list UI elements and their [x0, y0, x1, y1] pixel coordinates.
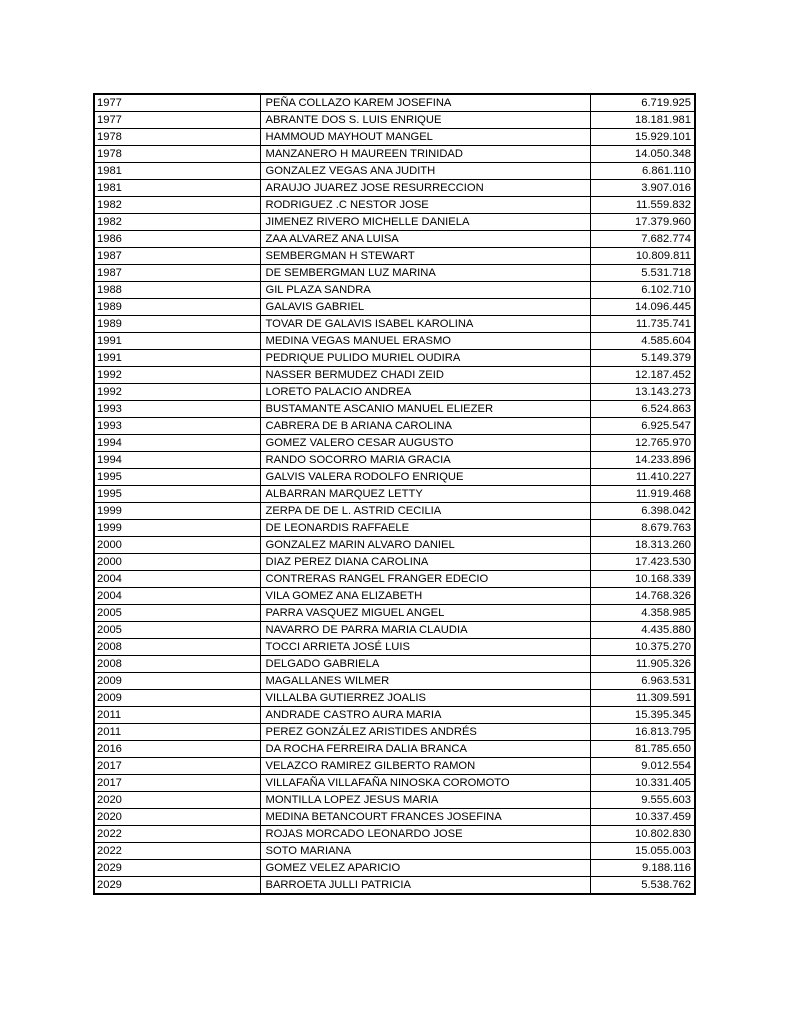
- amount-cell: 5.538.762: [590, 877, 695, 895]
- amount-cell: 13.143.273: [590, 384, 695, 401]
- name-cell: VILLALBA GUTIERREZ JOALIS: [260, 690, 590, 707]
- table-row: [94, 265, 695, 282]
- records-table-body: [94, 94, 695, 894]
- amount-cell: 6.925.547: [590, 418, 695, 435]
- year-cell: 2000: [94, 554, 260, 571]
- table-row: [94, 843, 695, 860]
- year-cell: 1993: [94, 418, 260, 435]
- amount-cell: 18.313.260: [590, 537, 695, 554]
- name-cell: GONZALEZ MARIN ALVARO DANIEL: [260, 537, 590, 554]
- amount-cell: 4.358.985: [590, 605, 695, 622]
- table-row: [94, 163, 695, 180]
- year-cell: 2009: [94, 673, 260, 690]
- amount-cell: 11.559.832: [590, 197, 695, 214]
- name-cell: VILA GOMEZ ANA ELIZABETH: [260, 588, 590, 605]
- year-cell: 1988: [94, 282, 260, 299]
- amount-cell: 10.802.830: [590, 826, 695, 843]
- year-cell: 2011: [94, 707, 260, 724]
- table-row: [94, 94, 695, 112]
- amount-cell: 16.813.795: [590, 724, 695, 741]
- name-cell: BUSTAMANTE ASCANIO MANUEL ELIEZER: [260, 401, 590, 418]
- amount-cell: 9.555.603: [590, 792, 695, 809]
- name-cell: DELGADO GABRIELA: [260, 656, 590, 673]
- table-row: [94, 469, 695, 486]
- amount-cell: 10.809.811: [590, 248, 695, 265]
- table-row: [94, 214, 695, 231]
- table-row: [94, 384, 695, 401]
- table-row: [94, 231, 695, 248]
- year-cell: 1981: [94, 180, 260, 197]
- name-cell: GOMEZ VELEZ APARICIO: [260, 860, 590, 877]
- year-cell: 1992: [94, 367, 260, 384]
- year-cell: 1987: [94, 265, 260, 282]
- table-row: [94, 741, 695, 758]
- table-row: [94, 333, 695, 350]
- name-cell: NAVARRO DE PARRA MARIA CLAUDIA: [260, 622, 590, 639]
- table-row: [94, 418, 695, 435]
- name-cell: MONTILLA LOPEZ JESUS MARIA: [260, 792, 590, 809]
- amount-cell: 10.168.339: [590, 571, 695, 588]
- year-cell: 1992: [94, 384, 260, 401]
- year-cell: 1987: [94, 248, 260, 265]
- year-cell: 1978: [94, 129, 260, 146]
- table-row: [94, 554, 695, 571]
- year-cell: 2029: [94, 860, 260, 877]
- year-cell: 1999: [94, 520, 260, 537]
- year-cell: 1991: [94, 333, 260, 350]
- name-cell: RODRIGUEZ .C NESTOR JOSE: [260, 197, 590, 214]
- name-cell: PEÑA COLLAZO KAREM JOSEFINA: [260, 94, 590, 112]
- table-row: [94, 197, 695, 214]
- amount-cell: 11.309.591: [590, 690, 695, 707]
- table-row: [94, 435, 695, 452]
- amount-cell: 18.181.981: [590, 112, 695, 129]
- table-row: [94, 758, 695, 775]
- year-cell: 1981: [94, 163, 260, 180]
- year-cell: 2017: [94, 775, 260, 792]
- table-row: [94, 826, 695, 843]
- amount-cell: 6.963.531: [590, 673, 695, 690]
- name-cell: GONZALEZ VEGAS ANA JUDITH: [260, 163, 590, 180]
- name-cell: TOCCI ARRIETA JOSÉ LUIS: [260, 639, 590, 656]
- name-cell: ABRANTE DOS S. LUIS ENRIQUE: [260, 112, 590, 129]
- table-row: [94, 503, 695, 520]
- table-row: [94, 690, 695, 707]
- year-cell: 2005: [94, 605, 260, 622]
- table-row: [94, 588, 695, 605]
- name-cell: MAGALLANES WILMER: [260, 673, 590, 690]
- year-cell: 2016: [94, 741, 260, 758]
- table-row: [94, 792, 695, 809]
- amount-cell: 11.410.227: [590, 469, 695, 486]
- year-cell: 1994: [94, 435, 260, 452]
- table-row: [94, 673, 695, 690]
- amount-cell: 10.337.459: [590, 809, 695, 826]
- name-cell: PARRA VASQUEZ MIGUEL ANGEL: [260, 605, 590, 622]
- year-cell: 2008: [94, 656, 260, 673]
- table-row: [94, 520, 695, 537]
- table-row: [94, 571, 695, 588]
- year-cell: 2022: [94, 843, 260, 860]
- table-row: [94, 809, 695, 826]
- name-cell: PEDRIQUE PULIDO MURIEL OUDIRA: [260, 350, 590, 367]
- year-cell: 2004: [94, 571, 260, 588]
- year-cell: 1991: [94, 350, 260, 367]
- table-row: [94, 367, 695, 384]
- year-cell: 2011: [94, 724, 260, 741]
- table-row: [94, 775, 695, 792]
- year-cell: 1989: [94, 316, 260, 333]
- amount-cell: 15.929.101: [590, 129, 695, 146]
- table-row: [94, 180, 695, 197]
- amount-cell: 4.585.604: [590, 333, 695, 350]
- amount-cell: 6.398.042: [590, 503, 695, 520]
- amount-cell: 9.012.554: [590, 758, 695, 775]
- table-row: [94, 486, 695, 503]
- table-row: [94, 724, 695, 741]
- table-row: [94, 622, 695, 639]
- table-row: [94, 248, 695, 265]
- year-cell: 2004: [94, 588, 260, 605]
- year-cell: 1977: [94, 112, 260, 129]
- name-cell: LORETO PALACIO ANDREA: [260, 384, 590, 401]
- amount-cell: 17.379.960: [590, 214, 695, 231]
- year-cell: 1993: [94, 401, 260, 418]
- amount-cell: 6.102.710: [590, 282, 695, 299]
- table-row: [94, 707, 695, 724]
- name-cell: GIL PLAZA SANDRA: [260, 282, 590, 299]
- amount-cell: 14.096.445: [590, 299, 695, 316]
- amount-cell: 11.735.741: [590, 316, 695, 333]
- name-cell: DA ROCHA FERREIRA DALIA BRANCA: [260, 741, 590, 758]
- table-row: [94, 656, 695, 673]
- name-cell: CONTRERAS RANGEL FRANGER EDECIO: [260, 571, 590, 588]
- table-row: [94, 877, 695, 895]
- year-cell: 2017: [94, 758, 260, 775]
- amount-cell: 10.375.270: [590, 639, 695, 656]
- name-cell: HAMMOUD MAYHOUT MANGEL: [260, 129, 590, 146]
- name-cell: BARROETA JULLI PATRICIA: [260, 877, 590, 895]
- year-cell: 1977: [94, 94, 260, 112]
- name-cell: GOMEZ VALERO CESAR AUGUSTO: [260, 435, 590, 452]
- amount-cell: 10.331.405: [590, 775, 695, 792]
- amount-cell: 15.395.345: [590, 707, 695, 724]
- year-cell: 2022: [94, 826, 260, 843]
- name-cell: ZAA ALVAREZ ANA LUISA: [260, 231, 590, 248]
- table-row: [94, 452, 695, 469]
- year-cell: 2000: [94, 537, 260, 554]
- name-cell: GALVIS VALERA RODOLFO ENRIQUE: [260, 469, 590, 486]
- name-cell: GALAVIS GABRIEL: [260, 299, 590, 316]
- year-cell: 2020: [94, 809, 260, 826]
- year-cell: 2005: [94, 622, 260, 639]
- year-cell: 1982: [94, 197, 260, 214]
- amount-cell: 5.149.379: [590, 350, 695, 367]
- table-row: [94, 639, 695, 656]
- year-cell: 2009: [94, 690, 260, 707]
- amount-cell: 5.531.718: [590, 265, 695, 282]
- table-row: [94, 860, 695, 877]
- name-cell: RANDO SOCORRO MARIA GRACIA: [260, 452, 590, 469]
- name-cell: PEREZ GONZÁLEZ ARISTIDES ANDRÉS: [260, 724, 590, 741]
- amount-cell: 12.765.970: [590, 435, 695, 452]
- name-cell: MEDINA VEGAS MANUEL ERASMO: [260, 333, 590, 350]
- name-cell: SOTO MARIANA: [260, 843, 590, 860]
- amount-cell: 14.768.326: [590, 588, 695, 605]
- amount-cell: 8.679.763: [590, 520, 695, 537]
- name-cell: ROJAS MORCADO LEONARDO JOSE: [260, 826, 590, 843]
- year-cell: 2029: [94, 877, 260, 895]
- year-cell: 1995: [94, 469, 260, 486]
- table-row: [94, 112, 695, 129]
- name-cell: ANDRADE CASTRO AURA MARIA: [260, 707, 590, 724]
- name-cell: SEMBERGMAN H STEWART: [260, 248, 590, 265]
- table-row: [94, 350, 695, 367]
- year-cell: 1986: [94, 231, 260, 248]
- name-cell: CABRERA DE B ARIANA CAROLINA: [260, 418, 590, 435]
- amount-cell: 15.055.003: [590, 843, 695, 860]
- table-row: [94, 537, 695, 554]
- year-cell: 2020: [94, 792, 260, 809]
- table-row: [94, 299, 695, 316]
- name-cell: ARAUJO JUAREZ JOSE RESURRECCION: [260, 180, 590, 197]
- name-cell: ZERPA DE DE L. ASTRID CECILIA: [260, 503, 590, 520]
- year-cell: 1999: [94, 503, 260, 520]
- amount-cell: 11.905.326: [590, 656, 695, 673]
- name-cell: TOVAR DE GALAVIS ISABEL KAROLINA: [260, 316, 590, 333]
- table-row: [94, 282, 695, 299]
- name-cell: MANZANERO H MAUREEN TRINIDAD: [260, 146, 590, 163]
- year-cell: 1978: [94, 146, 260, 163]
- name-cell: JIMENEZ RIVERO MICHELLE DANIELA: [260, 214, 590, 231]
- amount-cell: 6.719.925: [590, 94, 695, 112]
- year-cell: 1989: [94, 299, 260, 316]
- amount-cell: 12.187.452: [590, 367, 695, 384]
- name-cell: MEDINA BETANCOURT FRANCES JOSEFINA: [260, 809, 590, 826]
- amount-cell: 17.423.530: [590, 554, 695, 571]
- year-cell: 1982: [94, 214, 260, 231]
- year-cell: 1994: [94, 452, 260, 469]
- name-cell: VELAZCO RAMIREZ GILBERTO RAMON: [260, 758, 590, 775]
- table-row: [94, 129, 695, 146]
- table-row: [94, 401, 695, 418]
- name-cell: DE LEONARDIS RAFFAELE: [260, 520, 590, 537]
- amount-cell: 9.188.116: [590, 860, 695, 877]
- name-cell: VILLAFAÑA VILLAFAÑA NINOSKA COROMOTO: [260, 775, 590, 792]
- year-cell: 1995: [94, 486, 260, 503]
- name-cell: DE SEMBERGMAN LUZ MARINA: [260, 265, 590, 282]
- amount-cell: 81.785.650: [590, 741, 695, 758]
- amount-cell: 11.919.468: [590, 486, 695, 503]
- name-cell: NASSER BERMUDEZ CHADI ZEID: [260, 367, 590, 384]
- amount-cell: 14.050.348: [590, 146, 695, 163]
- amount-cell: 4.435.880: [590, 622, 695, 639]
- table-row: [94, 605, 695, 622]
- name-cell: DIAZ PEREZ DIANA CAROLINA: [260, 554, 590, 571]
- amount-cell: 6.524.863: [590, 401, 695, 418]
- year-cell: 2008: [94, 639, 260, 656]
- records-table: [93, 93, 696, 895]
- amount-cell: 6.861.110: [590, 163, 695, 180]
- amount-cell: 3.907.016: [590, 180, 695, 197]
- name-cell: ALBARRAN MARQUEZ LETTY: [260, 486, 590, 503]
- table-row: [94, 146, 695, 163]
- amount-cell: 14.233.896: [590, 452, 695, 469]
- amount-cell: 7.682.774: [590, 231, 695, 248]
- table-row: [94, 316, 695, 333]
